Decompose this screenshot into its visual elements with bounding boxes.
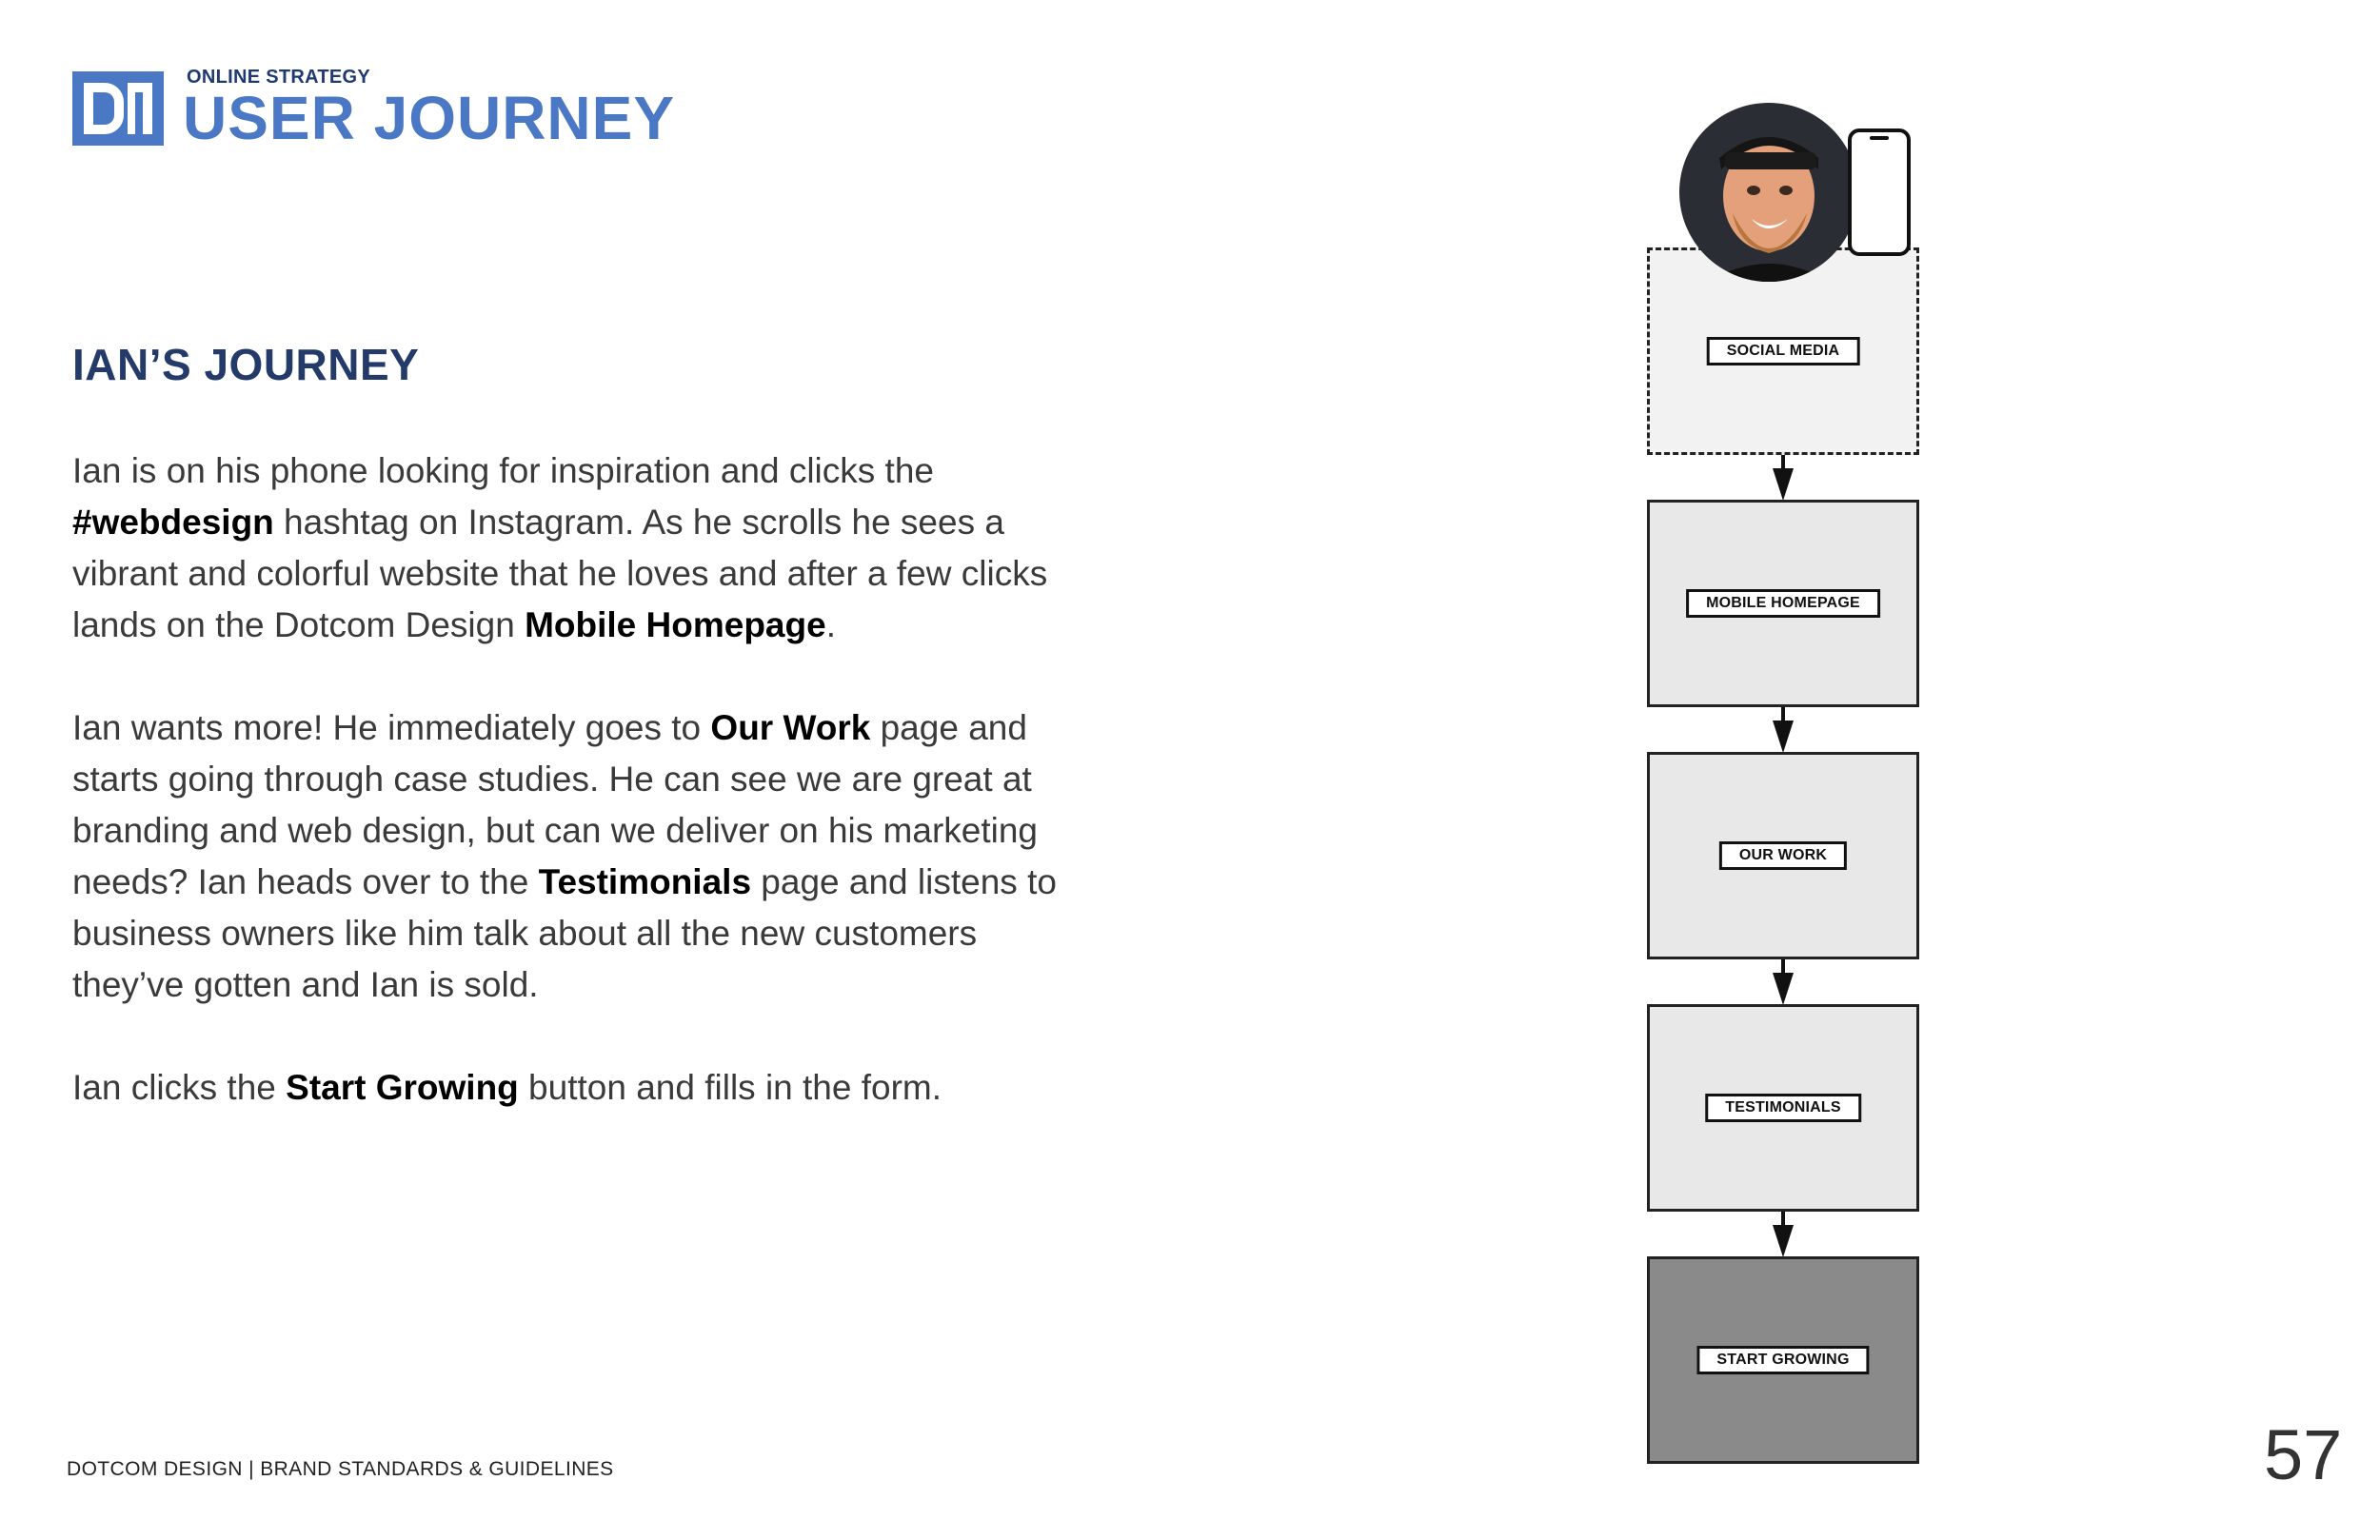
step-label: TESTIMONIALS [1705, 1094, 1861, 1122]
body-text: page and starts going through case studies. He can see we are great at branding and web design, but can we deliver on his marketing needs? Ian heads over to the [72, 708, 1039, 901]
step-label: START GROWING [1696, 1346, 1869, 1374]
step-testimonials [1647, 1004, 1919, 1212]
body-text: . [825, 605, 836, 644]
emphasized-text: Our Work [710, 708, 871, 747]
body-text: hashtag on Instagram. As he scrolls he sees a vibrant and colorful website that he loves and after a few clicks lands on the Dotcom Design [72, 503, 1048, 644]
dotcom-logo [72, 71, 164, 146]
step-label: OUR WORK [1719, 841, 1847, 870]
section-title: IAN’S JOURNEY [72, 340, 420, 389]
body-text: Ian wants more! He immediately goes to [72, 708, 711, 747]
footer-text: DOTCOM DESIGN | BRAND STANDARDS & GUIDELINES [67, 1458, 614, 1480]
step-mobile-homepage [1647, 500, 1919, 707]
paragraph-3 [72, 1062, 1091, 1114]
step-our-work [1647, 752, 1919, 959]
body-text: button and fills in the form. [518, 1068, 942, 1107]
paragraph-2 [72, 702, 1091, 1011]
body-text: Ian is on his phone looking for inspiration and clicks the [72, 451, 934, 490]
emphasized-text: Testimonials [538, 862, 752, 901]
emphasized-text: #webdesign [72, 503, 274, 542]
emphasized-text: Mobile Homepage [525, 605, 826, 644]
body-text: Ian clicks the [72, 1068, 287, 1107]
emphasized-text: Start Growing [286, 1068, 519, 1107]
journey-description [72, 445, 1091, 1165]
arrow-head [1773, 973, 1794, 1005]
step-start-growing [1647, 1256, 1919, 1464]
body-text: page and listens to business owners like him talk about all the new customers they’ve gotten and Ian is sold. [72, 862, 1057, 1004]
arrow-head [1773, 1225, 1794, 1257]
smartphone-icon [1847, 128, 1912, 257]
header-eyebrow: ONLINE STRATEGY [187, 67, 371, 88]
step-label: SOCIAL MEDIA [1707, 337, 1860, 365]
person-portrait-icon [1679, 103, 1858, 282]
arrow-head [1773, 721, 1794, 753]
arrow-head [1773, 468, 1794, 501]
user-avatar [1679, 103, 1858, 282]
page-number: 57 [2264, 1415, 2343, 1494]
page-title: USER JOURNEY [183, 84, 675, 152]
paragraph-1 [72, 445, 1091, 651]
step-label: MOBILE HOMEPAGE [1686, 589, 1880, 618]
